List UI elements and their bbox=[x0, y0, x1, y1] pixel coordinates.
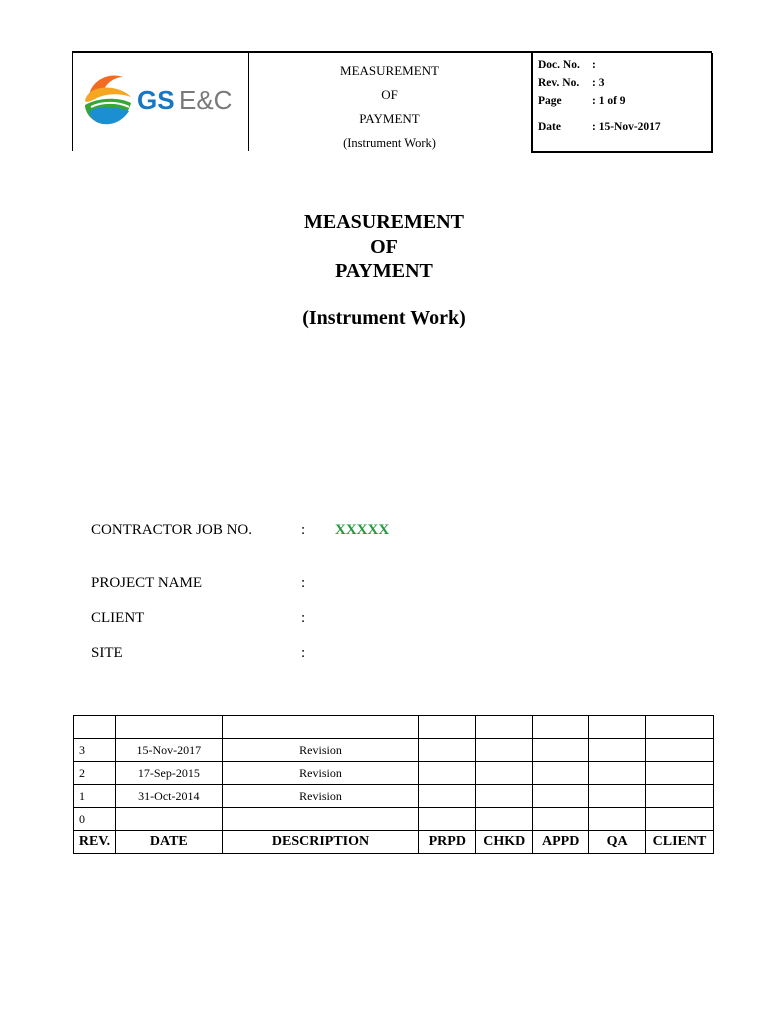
gs-ec-logo bbox=[81, 67, 241, 137]
description-cell: Revision bbox=[222, 785, 419, 808]
document-header bbox=[72, 51, 712, 151]
description-cell: Revision bbox=[222, 739, 419, 762]
header-title bbox=[248, 53, 531, 151]
column-header-appd: APPD bbox=[533, 831, 589, 854]
client-cell bbox=[646, 739, 714, 762]
revision-table bbox=[73, 715, 714, 854]
main-subtitle: (Instrument Work) bbox=[302, 307, 466, 329]
document-meta bbox=[531, 53, 713, 153]
meta-doc-no bbox=[538, 56, 711, 74]
main-title-line-2: OF bbox=[370, 235, 398, 258]
meta-date bbox=[538, 118, 711, 136]
meta-label: Rev. No. bbox=[538, 77, 580, 89]
meta-label: Page bbox=[538, 95, 562, 107]
prpd-cell bbox=[419, 808, 476, 831]
column-header-client: CLIENT bbox=[646, 831, 714, 854]
field-colon: : bbox=[301, 645, 306, 661]
column-header-prpd: PRPD bbox=[419, 831, 476, 854]
column-header-description: DESCRIPTION bbox=[222, 831, 419, 854]
client-cell bbox=[646, 785, 714, 808]
field-label: SITE bbox=[91, 645, 123, 661]
appd-cell bbox=[533, 808, 589, 831]
main-title-line-3: PAYMENT bbox=[335, 260, 433, 282]
rev-cell bbox=[74, 716, 116, 739]
appd-cell bbox=[533, 785, 589, 808]
meta-label: Doc. No. bbox=[538, 59, 580, 71]
header-title-line-3: PAYMENT bbox=[359, 111, 420, 126]
field-colon: : bbox=[301, 522, 306, 538]
meta-value: : bbox=[592, 59, 596, 71]
header-title-line-1: MEASUREMENT bbox=[340, 63, 439, 78]
main-title bbox=[0, 210, 768, 284]
qa-cell bbox=[589, 762, 646, 785]
logo-gs-text: GS bbox=[137, 85, 175, 115]
field-value: XXXXX bbox=[335, 522, 390, 538]
chkd-cell bbox=[476, 808, 533, 831]
qa-cell bbox=[589, 716, 646, 739]
field-project-name bbox=[91, 573, 335, 593]
header-title-line-2: OF bbox=[381, 87, 398, 102]
chkd-cell bbox=[476, 716, 533, 739]
column-header-date: DATE bbox=[115, 831, 222, 854]
meta-rev-no bbox=[538, 74, 711, 92]
table-row bbox=[74, 762, 714, 785]
description-cell: Revision bbox=[222, 762, 419, 785]
date-cell: 17-Sep-2015 bbox=[115, 762, 222, 785]
field-colon: : bbox=[301, 610, 306, 626]
meta-value: : 15-Nov-2017 bbox=[592, 121, 661, 133]
prpd-cell bbox=[419, 785, 476, 808]
column-header-rev: REV. bbox=[74, 831, 116, 854]
qa-cell bbox=[589, 808, 646, 831]
logo-ec-text: E&C bbox=[179, 85, 233, 115]
table-header-row bbox=[74, 831, 714, 854]
field-client bbox=[91, 608, 335, 628]
meta-label: Date bbox=[538, 121, 561, 133]
rev-cell: 3 bbox=[74, 739, 116, 762]
client-cell bbox=[646, 808, 714, 831]
qa-cell bbox=[589, 785, 646, 808]
rev-cell: 1 bbox=[74, 785, 116, 808]
description-cell bbox=[222, 808, 419, 831]
table-row bbox=[74, 716, 714, 739]
prpd-cell bbox=[419, 762, 476, 785]
appd-cell bbox=[533, 762, 589, 785]
date-cell bbox=[115, 716, 222, 739]
qa-cell bbox=[589, 739, 646, 762]
column-header-qa: QA bbox=[589, 831, 646, 854]
table-row bbox=[74, 808, 714, 831]
table-row bbox=[74, 785, 714, 808]
rev-cell: 0 bbox=[74, 808, 116, 831]
prpd-cell bbox=[419, 739, 476, 762]
field-colon: : bbox=[301, 575, 306, 591]
field-contractor-job-no bbox=[91, 520, 389, 540]
field-site bbox=[91, 643, 335, 663]
description-cell bbox=[222, 716, 419, 739]
date-cell: 31-Oct-2014 bbox=[115, 785, 222, 808]
header-title-line-4: (Instrument Work) bbox=[343, 136, 436, 150]
client-cell bbox=[646, 762, 714, 785]
rev-cell: 2 bbox=[74, 762, 116, 785]
prpd-cell bbox=[419, 716, 476, 739]
meta-value: : 1 of 9 bbox=[592, 95, 626, 107]
company-logo-cell bbox=[73, 53, 249, 151]
chkd-cell bbox=[476, 762, 533, 785]
client-cell bbox=[646, 716, 714, 739]
main-title-line-1: MEASUREMENT bbox=[303, 211, 464, 233]
date-cell: 15-Nov-2017 bbox=[115, 739, 222, 762]
chkd-cell bbox=[476, 785, 533, 808]
swirl-icon bbox=[85, 75, 131, 124]
table-row bbox=[74, 739, 714, 762]
meta-page bbox=[538, 92, 711, 110]
field-label: CLIENT bbox=[91, 610, 145, 626]
column-header-chkd: CHKD bbox=[476, 831, 533, 854]
field-label: PROJECT NAME bbox=[91, 575, 202, 591]
field-label: CONTRACTOR JOB NO. bbox=[91, 522, 252, 538]
chkd-cell bbox=[476, 739, 533, 762]
appd-cell bbox=[533, 716, 589, 739]
appd-cell bbox=[533, 739, 589, 762]
date-cell bbox=[115, 808, 222, 831]
meta-value: : 3 bbox=[592, 77, 605, 89]
